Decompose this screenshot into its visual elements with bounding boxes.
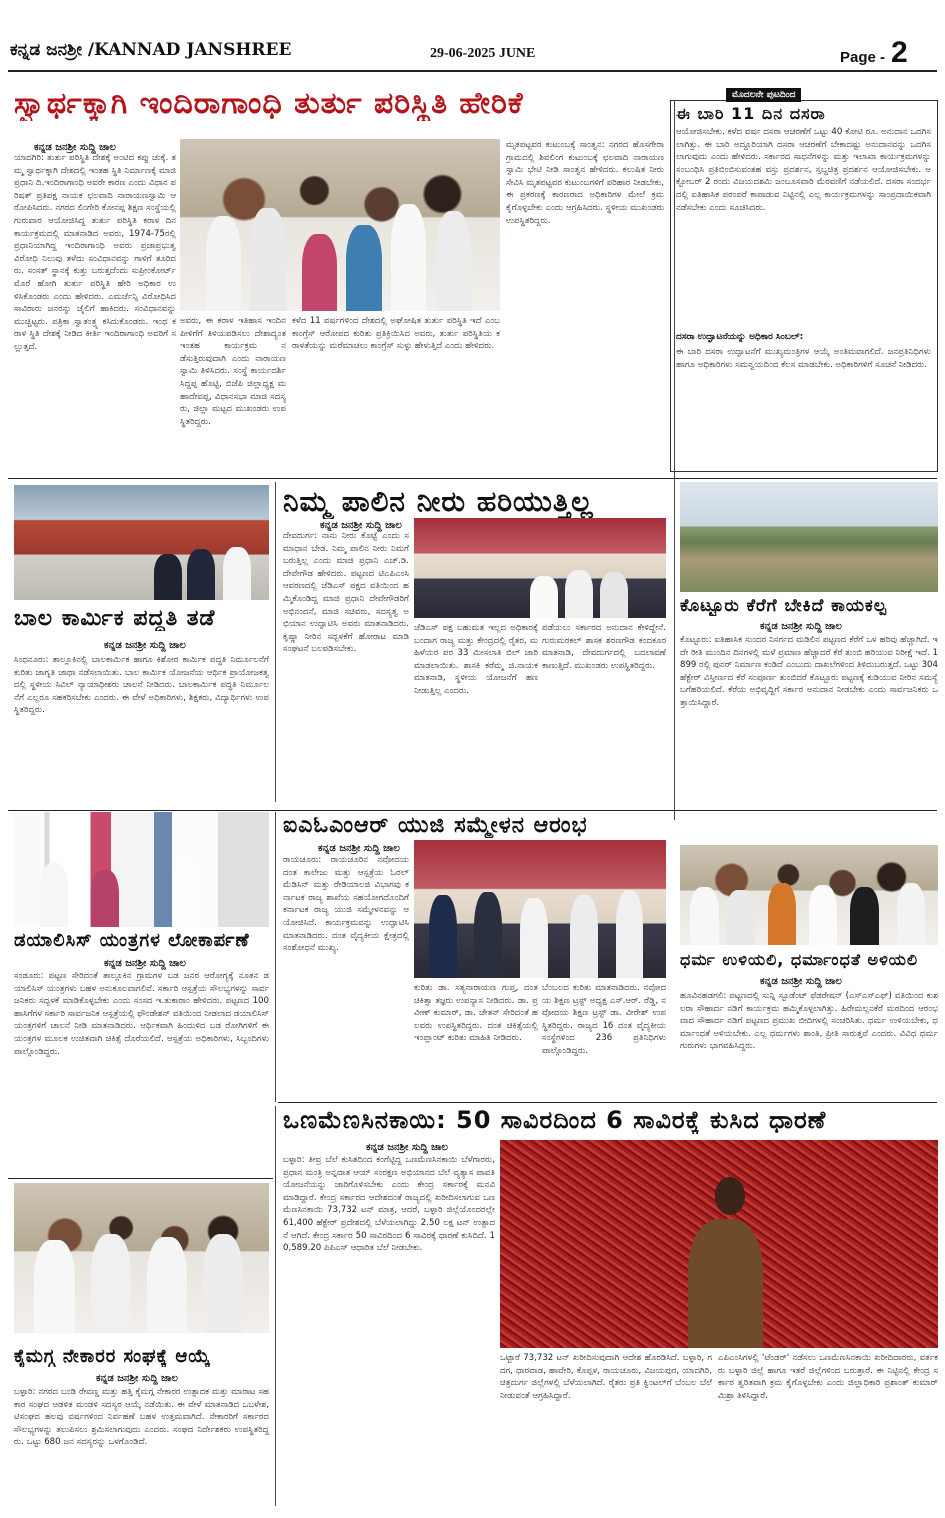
dialysis-headline: ಡಯಾಲಿಸಿಸ್ ಯಂತ್ರಗಳ ಲೋಕಾರ್ಪಣೆ — [14, 930, 250, 951]
iaomr-col2: ಕುರಿತು ಡಾ. ಸತ್ಯನಾರಾಯಣ ಗುಪ್ತ, ದಂತ ಚಿಕಿತ್ಸಾ ತಜ್ಞರು ಉಪನ್ಯಾಸ ನೀಡಿದರು. ಡಾ. ಪ್ರವೀಣ್ ಕುಮಾರ್, ಡಾ. ಚೇತನ್ ಸೇರಿದಂತೆ ಹಲವರು ಉಪಸ್ಥಿತರಿದ್ದರು. ದಂತ ಚಿಕಿತ್ಸೆಯಲ್ಲಿ ಇಂಪ್ಲಾಂಟ್ ಕುರಿತು ಮಾಹಿತಿ ನೀಡಿದರು. — [414, 983, 538, 1044]
column-divider-2 — [674, 100, 675, 820]
chilli-photo — [500, 1140, 938, 1348]
child-labour-photo — [14, 485, 269, 600]
lead-col3: ಕಳೆದ 11 ವರ್ಷಗಳಿಂದ ದೇಶದಲ್ಲಿ ಅಘೋಷಿತ ತುರ್ತು ಪರಿಸ್ಥಿತಿ ಇದೆ ಎಂಬ ಕಾಂಗ್ರೆಸ್ ಆರೋಪದ ಕುರಿತು ಪ್ರತಿಕ್ರಿಯಿಸಿದ ಅವರು, ತುರ್ತು ಪರಿಸ್ಥಿತಿಯ ಕರಾಳತೆಯನ್ನು ಮರೆಮಾಚಲು ಕಾಂಗ್ರೆಸ್ ಸುಳ್ಳು ಹೇಳುತ್ತಿದೆ ಎಂದು ಹೇಳಿದರು. — [292, 316, 500, 352]
page-label: Page - — [840, 49, 886, 66]
water-col2: ಜೆಡಿಎಸ್ ಪಕ್ಷ ಬಹುಮತ ಇಲ್ಲದ ಅಧಿಕಾರಕ್ಕೆ ಬಂದಾಗ ರಾಜ್ಯ ಮತ್ತು ಕೇಂದ್ರದಲ್ಲಿ ರೈತರ, ಮಹಿಳೆಯರ ಪರ 33 ಮೀಸಲಾತಿ ಬಿಲ್ ಜಾರಿ ಮಾಡಲಾಯಿತು. ಶಾಸಕಿ ಕರೆಮ್ಮ ಜಿ.ನಾಯಕ ಮಾತನಾಡಿ, ಸ್ಥಳೀಯ ಯೋಜನೆಗೆ ಹಣ ನೀಡುತ್ತಿಲ್ಲ ಎಂದರು. — [414, 623, 538, 696]
weavers-body: ಬಳ್ಳಾರಿ: ನಗರದ ಬಂಡಿ ರೇವಣ್ಣ ಮತ್ತು ಹತ್ತಿ ಕೈಮಗ್ಗ ನೇಕಾರರ ಉತ್ಪಾದಕ ಮತ್ತು ಮಾರಾಟ ಸಹಕಾರ ಸಂಘದ ಆಡಳಿತ ಮಂಡಳಿ ಸದಸ್ಯರ ಆಯ್ಕೆ ನಡೆಯಿತು. ಈ ವೇಳೆ ಮಾತನಾಡಿದ ಒಬಳೇಶ, ಟಿಸಂಘದ ಹಲವು ವರ್ಷಗಳಿಂದ ನಿರ್ವಹಣೆ ಬಹಳ ಉತ್ತಮವಾಗಿದೆ. ನೇಕಾರರಿಗೆ ಸರ್ಕಾರದ ಸೌಲಭ್ಯಗಳನ್ನು ತಲುಪಿಸಲು ಶ್ರಮಿಸಲಾಗುವುದು ಎಂದರು. ಸಂಘದ ನಿರ್ದೇಶಕರು ಉಪಸ್ಥಿತರಿದ್ದರು. ಒಟ್ಟು 680 ಜನ ಸದಸ್ಯರನ್ನು ಒಳಗೊಂಡಿದೆ. — [14, 1387, 269, 1448]
iaomr-col3: ಬೆಂಬಲದ ಕುರಿತು ಮಾತನಾಡಿದರು. ನವೋದಯ ಶಿಕ್ಷಣ ಟ್ರಸ್ಟ್ ಅಧ್ಯಕ್ಷ ಎಸ್.ಆರ್. ರೆಡ್ಡಿ, ನವೋದಯ ಶಿಕ್ಷಣ ಟ್ರಸ್ಟ್ ಡಾ. ವೀರೇಶ್ ಉಪಸ್ಥಿತರಿದ್ದರು. ರಾಜ್ಯದ 16 ದಂತ ವೈದ್ಯಕೀಯ ಸಂಸ್ಥೆಗಳಿಂದ 236 ಪ್ರತಿನಿಧಿಗಳು ಪಾಲ್ಗೊಂಡಿದ್ದರು. — [542, 983, 666, 1056]
column-divider-3 — [275, 812, 276, 1102]
dharma-headline: ಧರ್ಮ ಉಳಿಯಲಿ, ಧರ್ಮಾಂಧತೆ ಅಳಿಯಲಿ — [680, 950, 919, 969]
kottur-headline: ಕೊಟ್ಟೂರು ಕೆರೆಗೆ ಬೇಕಿದೆ ಕಾಯಕಲ್ಪ — [680, 596, 888, 616]
masthead-rule — [8, 70, 937, 72]
dasara-body2: ಈ ಬಾರಿ ದಸರಾ ಉದ್ಘಾಟನೆಗೆ ಮುಖ್ಯಮಂತ್ರಿಗಳ ಆಯ್ಕೆ ಅಂತಿಮವಾಗಲಿದೆ. ಜನಪ್ರತಿನಿಧಿಗಳು ಹಾಗೂ ಅಧಿಕಾರಿಗಳು ಸಮನ್ವಯದಿಂದ ಕೆಲಸ ಮಾಡಬೇಕು. ಅಧಿಕಾರಿಗಳಿಗೆ ಸೂಚನೆ ನೀಡಿದರು. — [676, 347, 931, 370]
section-rule-2 — [8, 810, 937, 811]
lead-headline: ಸ್ವಾರ್ಥಕ್ಕಾಗಿ ಇಂದಿರಾಗಾಂಧಿ ತುರ್ತು ಪರಿಸ್ಥಿತಿ ಹೇರಿಕೆ — [14, 86, 524, 121]
kottur-byline: ಕನ್ನಡ ಜನಶ್ರೀ ಸುದ್ದಿ ಜಾಲ — [760, 621, 842, 632]
iaomr-headline: ಐಎಓಎಂಆರ್ ಯುಜಿ ಸಮ್ಮೇಳನ ಆರಂಭ — [283, 813, 588, 838]
weavers-photo — [14, 1183, 269, 1333]
iaomr-col1: ರಾಯಚೂರು: ರಾಯಚೂರಿನ ನವೋದಯ ದಂತ ಕಾಲೇಜು ಮತ್ತು ಆಸ್ಪತ್ರೆಯ ಓರಲ್ ಮೆಡಿಸಿನ್ ಮತ್ತು ರೇಡಿಯಾಲಜಿ ವಿಭಾಗವು ಕರ್ನಾಟಕ ರಾಜ್ಯ ಶಾಖೆಯ ಸಹಯೋಗದೊಂದಿಗೆ ಕರ್ನಾಟಕ ರಾಜ್ಯ ಯುಜಿ ಸಮ್ಮೇಳನವನ್ನು ಆಯೋಜಿಸಿದೆ. ಕಾರ್ಯಕ್ರಮವನ್ನು ಉದ್ಘಾಟಿಸಿ ಮಾತನಾಡಿದರು. ದಂತ ವೈದ್ಯಕೀಯ ಕ್ಷೇತ್ರದಲ್ಲಿ ಸಂಶೋಧನೆ ಮುಖ್ಯ. — [283, 855, 409, 954]
section-rule-4 — [8, 1178, 273, 1179]
section-rule-3 — [278, 1102, 937, 1103]
chilli-col2: ಒಟ್ಟಾರೆ 73,732 ಟನ್ ಖರೀದಿಸುವುದಾಗಿ ಆದೇಶ ಹೊರಡಿಸಿದೆ. ಬಳ್ಳಾರಿ, ಗದಗ, ಧಾರವಾಡ, ಹಾವೇರಿ, ಕೊಪ್ಪಳ, ರಾಯಚೂರು, ವಿಜಯಪುರ, ಯಾದಗಿರಿ, ಚಿತ್ರದುರ್ಗ ಜಿಲ್ಲೆಗಳಲ್ಲಿ ಬೆಳೆಯಲಾಗಿದೆ. ರೈತರು ಪ್ರತಿ ಕ್ವಿಂಟಲ್‌ಗೆ ಬೆಂಬಲ ಬೆಲೆ ನೀಡುವಂತೆ ಆಗ್ರಹಿಸಿದ್ದಾರೆ. — [500, 1353, 712, 1401]
dasara-headline: ಈ ಬಾರಿ 11 ದಿನ ದಸರಾ — [676, 104, 826, 123]
water-byline: ಕನ್ನಡ ಜನಶ್ರೀ ಸುದ್ದಿ ಜಾಲ — [320, 520, 402, 531]
child-labour-headline: ಬಾಲ ಕಾರ್ಮಿಕ ಪದ್ಧತಿ ತಡೆ — [14, 606, 216, 631]
chilli-byline: ಕನ್ನಡ ಜನಶ್ರೀ ಸುದ್ದಿ ಜಾಲ — [366, 1142, 448, 1153]
child-labour-byline: ಕನ್ನಡ ಜನಶ್ರೀ ಸುದ್ದಿ ಜಾಲ — [104, 640, 186, 651]
chilli-col3: ಎಪಿಎಂಸಿಗಳಲ್ಲಿ 'ಟೆಂಡರ್' ನಡೆಸಲು ಒಣಮೆಣಸಿನಕಾಯಿ ಖರೀದಿದಾರರು, ವರ್ತಕರು ಬಳ್ಳಾರಿ ಜಿಲ್ಲೆ ಹಾಗೂ ಇತರೆ ಜಿಲ್ಲೆಗಳಿಂದ ಬರುತ್ತಾರೆ. ಈ ನಿಟ್ಟಿನಲ್ಲಿ ಕೇಂದ್ರ ಸರ್ಕಾರ ತ್ವರಿತವಾಗಿ ಕ್ರಮ ಕೈಗೊಳ್ಳಬೇಕು ಎಂದು ಜಿಲ್ಲಾಧಿಕಾರಿ ಪ್ರಶಾಂತ್ ಕುಮಾರ್ ಮಿಶ್ರಾ ತಿಳಿಸಿದ್ದಾರೆ. — [718, 1353, 938, 1401]
column-divider-1 — [275, 482, 276, 802]
column-divider-4 — [275, 1106, 276, 1506]
page-number: 2 — [891, 36, 908, 69]
dharma-body: ಹೂವಿನಹಡಗಲಿ: ಪಟ್ಟಣದಲ್ಲಿ ಸುನ್ನಿ ಸ್ಟೂಡೆಂಟ್ ಫೆಡರೇಷನ್ (ಎಸ್‌ಎಸ್‌ಎಫ್) ವತಿಯಿಂದ ಕುಶಲರಾ ಸೌಹಾರ್ದ ನಡಿಗೆ ಕಾರ್ಯಕ್ರಮ ಹಮ್ಮಿಕೊಳ್ಳಲಾಗಿತ್ತು. ಹಿರೇಮಲ್ಲನಕೆರೆ ಮಠದಿಂದ ಆರಂಭವಾದ ಸೌಹಾರ್ದ ನಡಿಗೆ ಪಟ್ಟಣದ ಪ್ರಮುಖ ಬೀದಿಗಳಲ್ಲಿ ಸಂಚರಿಸಿತು. ಧರ್ಮ ಉಳಿಯಬೇಕು, ಧರ್ಮಾಂಧತೆ ಅಳಿಯಬೇಕು. ಎಲ್ಲ ಧರ್ಮಗಳು ಶಾಂತಿ, ಪ್ರೀತಿ ಸಾರುತ್ತವೆ ಎಂದರು. ವಿವಿಧ ಧರ್ಮಗುರುಗಳು ಭಾಗವಹಿಸಿದ್ದರು. — [680, 991, 938, 1052]
masthead-title: ಕನ್ನಡ ಜನಶ್ರೀ /KANNAD JANSHREE — [10, 40, 292, 60]
chilli-col1: ಬಳ್ಳಾರಿ: ತೀವ್ರ ಬೆಲೆ ಕುಸಿತದಿಂದ ಕಂಗೆಟ್ಟಿದ್ದ ಒಣಮೆಣಸಿನಕಾಯಿ ಬೆಳೆಗಾರರು, ಪ್ರಧಾನ ಮಂತ್ರಿ ಅನ್ನದಾತ ಆಯ್ ಸಂರಕ್ಷಣ ಅಭಿಯಾನದ ಬೆಲೆ ವ್ಯತ್ಯಾಸ ಪಾವತಿ ಯೋಜನೆಯನ್ನು ಜಾರಿಗೊಳಿಸಬೇಕು ಎಂದು ಕೇಂದ್ರ ಸರ್ಕಾರಕ್ಕೆ ಮನವಿ ಮಾಡಿದ್ದಾರೆ. ಕೇಂದ್ರ ಸರ್ಕಾರದ ಆದೇಶದಂತೆ ರಾಜ್ಯದಲ್ಲಿ ಖರೀದಿಸಲಾಗುವ ಒಣಮೆಣಸಿನಕಾಯಿ 73,732 ಟನ್ ಮಾತ್ರ, ಆದರೆ, ಬಳ್ಳಾರಿ ಜಿಲ್ಲೆಯೊಂದರಲ್ಲೇ 61,400 ಹೆಕ್ಟೇರ್ ಪ್ರದೇಶದಲ್ಲಿ ಬೆಳೆಯಲಾಗಿದ್ದು 2.50 ಲಕ್ಷ ಟನ್ ಉತ್ಪಾದನೆ ಆಗಿದೆ. ಕೇಂದ್ರ ಸರ್ಕಾರ 50 ಸಾವಿರದಿಂದ 6 ಸಾವಿರಕ್ಕೆ ಧಾರಣೆ ಕುಸಿದಿದೆ. 10,589.20 ಪಿಪಿಎಸ್ ಆಧಾರಿತ ಬೆಲೆ ನೀಡಬೇಕು. — [283, 1155, 495, 1254]
chilli-headline: ಒಣಮೆಣಸಿನಕಾಯಿ: 50 ಸಾವಿರದಿಂದ 6 ಸಾವಿರಕ್ಕೆ ಕುಸಿದ ಧಾರಣೆ — [283, 1106, 827, 1134]
water-col3: ಪಡೆಯಲು ಸರ್ಕಾರದ ಅನುದಾನ ಕೇಳಿದ್ದೇನೆ. ಗುರುಮಠಕಲ್ ಶಾಸಕ ಶರಣಗೌಡ ಕಂದಕೂರ ಮಾತನಾಡಿ, ದೇವದುರ್ಗದಲ್ಲಿ ಬದಲಾವಣೆ ಕಾಣುತ್ತಿದೆ. ಮುಖಂಡರು ಉಪಸ್ಥಿತರಿದ್ದರು. — [542, 623, 666, 671]
kottur-body: ಕೊಟ್ಟೂರು: ಐತಿಹಾಸಿಕ ಸುಂದರ ನಿಸರ್ಗದ ಮಡಿಲಿನ ಪಟ್ಟಣದ ಕೆರೆಗೆ ಒಳ ಹರಿವು ಹೆಚ್ಚಾಗಿದೆ. ಇದೇ ರೀತಿ ಮುಂದಿನ ದಿನಗಳಲ್ಲಿ ಮಳೆ ಪ್ರಮಾಣ ಹೆಚ್ಚಾದರೆ ಕೆರೆ ತುಂಬಿ ಹರಿಯುವ ನಿರೀಕ್ಷೆ ಇದೆ. 1899 ರಲ್ಲಿ ಪುನರ್ ನಿರ್ಮಾಣ ಕಂಡಿದೆ ಎಂಬುದು ದಾಖಲೆಗಳಿಂದ ತಿಳಿದುಬರುತ್ತದೆ. ಒಟ್ಟು 304 ಹೆಕ್ಟೇರ್ ವಿಸ್ತೀರ್ಣದ ಕೆರೆ ಸಂಪೂರ್ಣ ತುಂಬಿದರೆ ಕೊಟ್ಟೂರು ಪಟ್ಟಣಕ್ಕೆ ಕುಡಿಯುವ ನೀರಿನ ಸಮಸ್ಯೆ ಬಗೆಹರಿಯಲಿದೆ. ಕೆರೆಯ ಅಭಿವೃದ್ಧಿಗೆ ಸರ್ಕಾರ ಅನುದಾನ ನೀಡಬೇಕು ಎಂದು ಸಾರ್ವಜನಿಕರು ಒತ್ತಾಯಿಸಿದ್ದಾರೆ. — [680, 635, 938, 708]
lead-byline: ಕನ್ನಡ ಜನಶ್ರೀ ಸುದ್ದಿ ಜಾಲ — [34, 142, 116, 153]
lead-col2: ಅವರು, ಈ ಕರಾಳ ಇತಿಹಾಸ ಇಂದಿನ ಪೀಳಿಗೆಗೆ ತಿಳಿಯಪಡಿಸಲು ದೇಶಾದ್ಯಂತ ಇಂತಹ ಕಾರ್ಯಕ್ರಮ ನಡೆಸುತ್ತಿರುವುದಾಗಿ ಎಂದು ನಾರಾಯಣಸ್ವಾಮಿ ತಿಳಿಸಿದರು. ಸಂಸ್ಥೆ ಕಾರ್ಯದರ್ಶಿ ಸಿದ್ದಪ್ಪ ಹೊಟ್ಟಿ, ಬಿಜೆಪಿ ಜಿಲ್ಲಾಧ್ಯಕ್ಷ ಮಹಾದೇವಪ್ಪ, ವಿಧಾನಸಭಾ ಮಾಜಿ ಸದಸ್ಯರು, ಜಿಲ್ಲಾ ಮಟ್ಟದ ಮುಖಂಡರು ಉಪಸ್ಥಿತರಿದ್ದರು. — [180, 316, 286, 427]
dharma-photo — [680, 845, 938, 945]
lead-col4: ಮೃತಪಟ್ಟವರ ಕುಟುಂಬಕ್ಕೆ ಸಾಂತ್ವನ: ನಗರದ ಹೊಸಗೇರಾ ಗ್ರಾಮದಲ್ಲಿ ಶಿವಲಿಂಗ ಕುಟುಂಬಕ್ಕೆ ಛಲವಾದಿ ನಾರಾಯಣಸ್ವಾಮಿ ಭೇಟಿ ನೀಡಿ ಸಾಂತ್ವನ ಹೇಳಿದರು. ಕಲುಷಿತ ನೀರು ಸೇವಿಸಿ ಮೃತಪಟ್ಟವರ ಕುಟುಂಬಗಳಿಗೆ ಪರಿಹಾರ ನೀಡಬೇಕು, ಈ ಪ್ರಕರಣಕ್ಕೆ ಕಾರಣರಾದ ಅಧಿಕಾರಿಗಳ ಮೇಲೆ ಕ್ರಮ ಕೈಗೊಳ್ಳಬೇಕು ಎಂದು ಆಗ್ರಹಿಸಿದರು. ಸ್ಥಳೀಯ ಮುಖಂಡರು ಉಪಸ್ಥಿತರಿದ್ದರು. — [506, 140, 664, 226]
lead-photo — [180, 139, 500, 311]
water-photo — [414, 518, 666, 618]
dasara-body: ಆಯೋಜಿಸಬೇಕು. ಕಳೆದ ವರ್ಷ ದಸರಾ ಆಚರಣೆಗೆ ಒಟ್ಟು 40 ಕೋಟಿ ರೂ. ಅನುದಾನ ಒದಗಿಸಲಾಗಿತ್ತು. ಈ ಬಾರಿ ಅದ್ದೂರಿಯಾಗಿ ದಸರಾ ಆಚರಣೆಗೆ ಬೇಕಾದಷ್ಟು ಅನುದಾನವನ್ನು ಒದಗಿಸಲಾಗುವುದು ಎಂದು ಹೇಳಿದರು. ಸರ್ಕಾರದ ಸಾಧನೆಗಳನ್ನು ಮತ್ತು ಇಲಾಖಾ ಕಾರ್ಯಕ್ರಮಗಳನ್ನು ಸಂಬಂಧಿಸಿ ಪ್ರತಿಬಿಂಬಿಸುವಂತಹ ವಸ್ತು ಪ್ರದರ್ಶನ, ಸ್ತಬ್ಧಚಿತ್ರ ಪ್ರದರ್ಶನ ಆಯೋಜಿಸಬೇಕು. ಅಕ್ಟೋಬರ್ 2 ರಂದು ವಿಜಯದಶಮಿ ಜಂಬೂಸವಾರಿ ಮೆರವಣಿಗೆ ನಡೆಯಲಿದೆ. ದಸರಾ ಸಂದರ್ಭದಲ್ಲಿ ಐತಿಹಾಸಿಕ ಪರಂಪರೆ ಕಾಪಾಡುವ ನಿಟ್ಟಿನಲ್ಲಿ ಎಲ್ಲ ಕಾರ್ಯಕ್ರಮಗಳನ್ನು ಸಾಂಪ್ರದಾಯಿಕವಾಗಿ ನಡೆಸಬೇಕು ಎಂದು ಸೂಚಿಸಿದರು. — [676, 127, 931, 213]
page-indicator — [840, 36, 908, 70]
weavers-headline: ಕೈಮಗ್ಗ ನೇಕಾರರ ಸಂಘಕ್ಕೆ ಆಯ್ಕೆ — [14, 1346, 211, 1367]
child-labour-body: ಸಿಂಧನೂರು: ತಾಲ್ಲೂಕಿನಲ್ಲಿ ಬಾಲಕಾರ್ಮಿಕ ಹಾಗೂ ಕಿಶೋರ ಕಾರ್ಮಿಕ ಪದ್ಧತಿ ನಿರ್ಮೂಲನೆಗೆ ಕುರಿತು ಜಾಗೃತಿ ಜಾಥಾ ನಡೆಸಲಾಯಿತು. ಬಾಲ ಕಾರ್ಮಿಕ ಯೋಜನೆಯ ಆರ್ಥಿಕ ಪ್ರಾಯೋಜಕತ್ವದಲ್ಲಿ ಸ್ಥಳೀಯ ಸಿವಿಲ್ ನ್ಯಾಯಾಧೀಶರು ಚಾಲನೆ ನೀಡಿದರು. ಬಾಲಕಾರ್ಮಿಕ ಪದ್ಧತಿ ನಿರ್ಮೂಲನೆಗೆ ಎಲ್ಲರೂ ಸಹಕರಿಸಬೇಕು ಎಂದರು. ಈ ವೇಳೆ ಅಧಿಕಾರಿಗಳು, ಶಿಕ್ಷಕರು, ವಿದ್ಯಾರ್ಥಿಗಳು ಉಪಸ್ಥಿತರಿದ್ದರು. — [14, 655, 269, 716]
dasara-kicker: ಮೊದಲನೇ ಪುಟದಿಂದ — [726, 88, 801, 102]
dialysis-photo — [14, 812, 269, 927]
water-headline: ನಿಮ್ಮ ಪಾಲಿನ ನೀರು ಹರಿಯುತ್ತಿಲ್ಲ — [283, 485, 594, 518]
weavers-byline: ಕನ್ನಡ ಜನಶ್ರೀ ಸುದ್ದಿ ಜಾಲ — [96, 1373, 178, 1384]
water-col1: ದೇವದುರ್ಗ: ನಾನು ನೀರು ಕೊಟ್ಟೆ ಎಂದು ಸಮಾಧಾನ ಬೇಡ. ನಿಮ್ಮ ಪಾಲಿನ ನೀರು ನಿಮಗೆ ಬರುತ್ತಿಲ್ಲ ಎಂದು ಮಾಜಿ ಪ್ರಧಾನಿ ಎಚ್.ಡಿ. ದೇವೇಗೌಡ ಹೇಳಿದರು. ಪಟ್ಟಣದ ಟಿಎಪಿಎಂಸಿ ಆವರಣದಲ್ಲಿ ಜೆಡಿಎಸ್ ಪಕ್ಷದ ವತಿಯಿಂದ ಹಮ್ಮಿಕೊಂಡಿದ್ದ ಮಾಜಿ ಪ್ರಧಾನಿ ದೇವೇಗೌಡರಿಗೆ ಅಭಿನಂದನೆ, ಮಾಜಿ ಸಚಿವರು, ಸದಸ್ಯತ್ವ ಅಭಿಯಾನ ಉದ್ಘಾಟಿಸಿ ಅವರು ಮಾತನಾಡಿದರು. ಕೃಷ್ಣಾ ನೀರಿನ ಸದ್ಬಳಕೆಗೆ ಹೋರಾಟ ಮಾಡಿ ಸಂಘಟನೆ ಬಲಪಡಿಸಬೇಕು. — [283, 531, 409, 655]
iaomr-photo — [414, 840, 666, 978]
dasara-subhead: ದಸರಾ ಉದ್ಘಾಟನೆಯನ್ನು ಅಧಿಕಾರ ಸಿಂಬಲ್: — [676, 332, 804, 342]
dialysis-body: ಸಂಡೂರು: ಪಟ್ಟಣ ಸೇರಿದಂತೆ ತಾಲ್ಲೂಕಿನ ಗ್ರಾಮಗಳ ಬಡ ಜನರ ಆರೋಗ್ಯಕ್ಕೆ ನೂತನ ಡಯಾಲಿಸಿಸ್ ಯಂತ್ರಗಳು ಬಹಳ ಅನುಕೂಲವಾಗಲಿವೆ. ಸರ್ಕಾರಿ ಆಸ್ಪತ್ರೆಯ ಸೌಲಭ್ಯಗಳನ್ನು ಸಾರ್ವಜನಿಕರು ಸದ್ಬಳಕೆ ಮಾಡಿಕೊಳ್ಳಬೇಕು ಎಂದು ಸಂಸದ ಇ.ತುಕಾರಾಂ ಹೇಳಿದರು. ಪಟ್ಟಣದ 100 ಹಾಸಿಗೆಗಳ ಸರ್ಕಾರಿ ಸಾರ್ವಜನಿಕ ಆಸ್ಪತ್ರೆಯಲ್ಲಿ ಫೌಂಡೇಶನ್ ವತಿಯಿಂದ ನೀಡಲಾದ ಡಯಾಲಿಸಿಸ್ ಯಂತ್ರಗಳಿಗೆ ಚಾಲನೆ ನೀಡಿ ಮಾತನಾಡಿದರು. ಆರ್ಥಿಕವಾಗಿ ಹಿಂದುಳಿದ ಬಡ ರೋಗಿಗಳಿಗೆ ಈ ಯಂತ್ರಗಳ ಮೂಲಕ ಉಚಿತವಾಗಿ ಚಿಕಿತ್ಸೆ ದೊರೆಯಲಿದೆ. ಆಸ್ಪತ್ರೆಯ ಅಧಿಕಾರಿಗಳು, ಸಿಬ್ಬಂದಿಗಳು ಪಾಲ್ಗೊಂಡಿದ್ದರು. — [14, 971, 269, 1057]
kottur-lake-photo — [680, 482, 938, 592]
dialysis-byline: ಕನ್ನಡ ಜನಶ್ರೀ ಸುದ್ದಿ ಜಾಲ — [104, 958, 186, 969]
iaomr-byline: ಕನ್ನಡ ಜನಶ್ರೀ ಸುದ್ದಿ ಜಾಲ — [318, 843, 400, 854]
section-rule-1 — [8, 478, 937, 479]
dharma-byline: ಕನ್ನಡ ಜನಶ್ರೀ ಸುದ್ದಿ ಜಾಲ — [760, 976, 842, 987]
lead-col1: ಯಾದಗಿರಿ: ತುರ್ತು ಪರಿಸ್ಥಿತಿ ದೇಶಕ್ಕೆ ಅಂಟಿದ ಕಪ್ಪು ಚುಕ್ಕೆ. ತಮ್ಮ ಸ್ವಾರ್ಥಕ್ಕಾಗಿ ದೇಶದಲ್ಲಿ ಇಂತಹ ಸ್ಥಿತಿ ನಿರ್ಮಾಣಕ್ಕೆ ಮಾಜಿ ಪ್ರಧಾನಿ ದಿ.ಇಂದಿರಾಗಾಂಧಿ ಅವರೇ ಕಾರಣ ಎಂದು ವಿಧಾನ ಪರಿಷತ್ ಪ್ರತಿಪಕ್ಷ ನಾಯಕ ಛಲವಾದಿ ನಾರಾಯಣಸ್ವಾಮಿ ಆರೋಪಿಸಿದರು. ನಗರದ ಲಿಂಗೇರಿ ಕೋನಪ್ಪ ಶಿಕ್ಷಣ ಸಂಸ್ಥೆಯಲ್ಲಿ ಗುರುವಾರ ಆಯೋಜಿಸಿದ್ದ ತುರ್ತು ಪರಿಸ್ಥಿತಿ ಕರಾಳ ದಿನ ಕಾರ್ಯಕ್ರಮದಲ್ಲಿ ಮಾತನಾಡಿದ ಅವರು, 1974-75ರಲ್ಲಿ ಪ್ರಧಾನಿಯಾಗಿದ್ದ ಇಂದಿರಾಗಾಂಧಿ ಅವರು ಪ್ರಜಾಪ್ರಭುತ್ವ ವಿರೋಧಿ ನಿಲುವು ತಳೆದು ಸಂವಿಧಾನವನ್ನು ಗಾಳಿಗೆ ತೂರಿದರು. ಸಂಸತ್ ಸ್ಥಾನಕ್ಕೆ ಕುತ್ತು ಬರುತ್ತದೆಂದು ಸುಪ್ರೀಂಕೋರ್ಟ್ ಮೊರೆ ಹೋಗಿ ತುರ್ತು ಪರಿಸ್ಥಿತಿ ಹೇರಿ ಅಧಿಕಾರ ಉಳಿಸಿಕೊಂಡರು ಎಂದು ಹೇಳಿದರು. ಎಮರ್ಜೆನ್ಸಿ ವಿರೋಧಿಸಿದ ಸಾವಿರಾರು ಜನರನ್ನು ಜೈಲಿಗೆ ಹಾಕಿದರು. ಸಂವಿಧಾನವನ್ನು ಮುಚ್ಚಿಟ್ಟರು. ಪತ್ರಿಕಾ ಸ್ವಾತಂತ್ರ್ಯ ಕಸಿದುಕೊಂಡರು. ಇಂಥ ಕರಾಳ ಸ್ಥಿತಿ ದೇಶಕ್ಕೆ ನೀಡಿದ ಕೀರ್ತಿ ಇಂದಿರಾಗಾಂಧಿ ಅವರಿಗೆ ಸಲ್ಲುತ್ತದೆ. — [14, 153, 176, 352]
masthead-date: 29-06-2025 JUNE — [430, 46, 536, 61]
